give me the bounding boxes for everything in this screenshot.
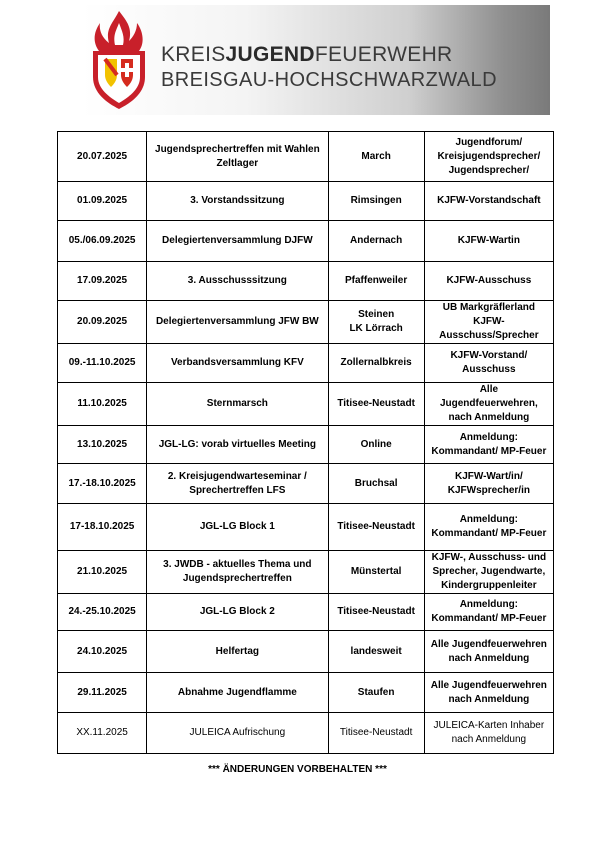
target-cell-line: Jugendforum/	[455, 136, 523, 148]
target-cell-line: KJFW-Ausschuss	[446, 275, 532, 286]
target-cell-line: nach Anmeldung	[448, 412, 530, 423]
table-row	[58, 504, 554, 551]
brand-line-2: BREISGAU-HOCHSCHWARZWALD	[161, 69, 497, 91]
event-cell	[147, 464, 328, 504]
date-cell: 17.-18.10.2025	[58, 464, 147, 504]
date-cell: 09.-11.10.2025	[58, 344, 147, 383]
event-cell-line: Verbandsversammlung KFV	[170, 357, 304, 368]
target-cell	[424, 301, 553, 344]
table-row	[58, 713, 554, 754]
target-cell-line: Kommandant/ MP-Feuer	[431, 613, 547, 624]
date-cell: 20.09.2025	[58, 301, 147, 344]
target-cell-line: JULEICA-Karten Inhaber	[433, 720, 545, 731]
target-cell-line: Jugendfeuerwehren,	[439, 398, 538, 409]
date-cell: 17-18.10.2025	[58, 504, 147, 551]
place-cell-line: Zollernalbkreis	[340, 357, 412, 368]
place-cell-line: Titisee-Neustadt	[337, 521, 415, 532]
date-cell: 05./06.09.2025	[58, 221, 147, 262]
target-cell	[424, 262, 553, 301]
event-cell	[147, 344, 328, 383]
table-row	[58, 464, 554, 504]
place-cell-line: Online	[360, 438, 392, 450]
target-cell-line: Alle Jugendfeuerwehren	[430, 679, 547, 691]
event-cell-line: 3. Vorstandssitzung	[190, 195, 285, 206]
date-cell: 20.07.2025	[58, 132, 147, 182]
event-cell-line: Helfertag	[215, 645, 260, 657]
event-cell-line: JULEICA Aufrischung	[189, 727, 286, 738]
target-cell	[424, 344, 553, 383]
event-cell-line: Sprechertreffen LFS	[189, 484, 286, 496]
event-cell-line: Abnahme Jugendflamme	[177, 686, 297, 698]
place-cell-line: Steinen	[358, 309, 395, 320]
events-table	[57, 131, 554, 754]
target-cell-line: Kommandant/ MP-Feuer	[431, 445, 547, 457]
event-cell-line: Sternmarsch	[206, 398, 268, 409]
place-cell-line: Münstertal	[350, 566, 402, 577]
place-cell	[328, 383, 424, 426]
place-cell	[328, 426, 424, 464]
place-cell	[328, 551, 424, 594]
place-cell	[328, 262, 424, 301]
table-row	[58, 182, 554, 221]
place-cell	[328, 182, 424, 221]
target-cell-line: nach Anmeldung	[451, 734, 527, 745]
event-cell	[147, 301, 328, 344]
target-cell	[424, 383, 553, 426]
place-cell	[328, 594, 424, 631]
event-cell-line: 3. Ausschusssitzung	[187, 275, 287, 286]
place-cell-line: Titisee-Neustadt	[337, 398, 415, 409]
target-cell-line: KJFW-Wart/in/	[454, 470, 523, 482]
place-cell-line: landesweit	[350, 645, 402, 657]
place-cell	[328, 132, 424, 182]
place-cell-line: Andernach	[350, 235, 403, 246]
target-cell-line: Jugendsprecher/	[448, 164, 530, 176]
target-cell-line: KJFW-Wartin	[457, 235, 520, 246]
event-cell-line: Delegiertenversammlung JFW BW	[155, 316, 319, 327]
place-cell-line: Rimsingen	[350, 195, 402, 206]
target-cell-line: Kreisjugendsprecher/	[437, 150, 541, 162]
place-cell	[328, 673, 424, 713]
target-cell-line: Kindergruppenleiter	[441, 580, 537, 591]
target-cell	[424, 713, 553, 754]
event-cell	[147, 221, 328, 262]
event-cell	[147, 673, 328, 713]
table-row	[58, 426, 554, 464]
event-cell	[147, 713, 328, 754]
target-cell	[424, 221, 553, 262]
target-cell-line: KJFW-, Ausschuss- und	[431, 552, 547, 563]
target-cell-line: KJFW-Vorstand/	[450, 350, 528, 361]
place-cell-line: March	[361, 150, 391, 162]
place-cell	[328, 221, 424, 262]
target-cell-line: Alle Jugendfeuerwehren	[430, 638, 547, 650]
event-cell-line: Zeltlager	[216, 157, 259, 169]
place-cell-line: Staufen	[357, 686, 395, 698]
target-cell-line: Anmeldung:	[459, 431, 519, 443]
table-row	[58, 344, 554, 383]
target-cell	[424, 594, 553, 631]
table-row	[58, 262, 554, 301]
table-row	[58, 221, 554, 262]
target-cell-line: Alle	[479, 384, 499, 395]
target-cell-line: UB Markgräflerland	[442, 302, 535, 313]
target-cell	[424, 551, 553, 594]
target-cell-line: Sprecher, Jugendwarte,	[432, 566, 546, 577]
event-cell-line: 2. Kreisjugendwarteseminar /	[167, 470, 307, 482]
place-cell	[328, 504, 424, 551]
target-cell	[424, 464, 553, 504]
date-cell: 17.09.2025	[58, 262, 147, 301]
target-cell	[424, 631, 553, 673]
target-cell-line: nach Anmeldung	[448, 693, 530, 705]
event-cell	[147, 182, 328, 221]
target-cell-line: nach Anmeldung	[448, 652, 530, 664]
header-banner	[81, 5, 550, 115]
place-cell	[328, 631, 424, 673]
target-cell	[424, 504, 553, 551]
event-cell-line: JGL-LG Block 1	[199, 521, 275, 532]
date-cell: 01.09.2025	[58, 182, 147, 221]
date-cell: XX.11.2025	[58, 713, 147, 754]
event-cell-line: JGL-LG: vorab virtuelles Meeting	[158, 438, 316, 450]
table-row	[58, 673, 554, 713]
table-row	[58, 383, 554, 426]
date-cell: 29.11.2025	[58, 673, 147, 713]
event-cell	[147, 594, 328, 631]
place-cell	[328, 464, 424, 504]
table-row	[58, 631, 554, 673]
target-cell-line: KJFW-Vorstandschaft	[437, 195, 541, 206]
place-cell-line: Titisee-Neustadt	[339, 727, 413, 738]
target-cell-line: Anmeldung:	[459, 514, 519, 525]
table-row	[58, 551, 554, 594]
event-cell	[147, 551, 328, 594]
date-cell: 11.10.2025	[58, 383, 147, 426]
target-cell	[424, 132, 553, 182]
target-cell	[424, 673, 553, 713]
event-cell-line: 3. JWDB - aktuelles Thema und	[163, 559, 312, 570]
fire-brigade-logo-icon	[87, 9, 151, 111]
place-cell-line: Bruchsal	[354, 477, 398, 489]
target-cell-line: KJFW-Ausschuss/Sprecher	[439, 316, 539, 341]
event-cell	[147, 383, 328, 426]
place-cell	[328, 301, 424, 344]
place-cell	[328, 713, 424, 754]
target-cell-line: Anmeldung:	[459, 599, 519, 610]
event-cell-line: Jugendsprechertreffen mit Wahlen	[155, 143, 320, 155]
place-cell	[328, 344, 424, 383]
target-cell	[424, 182, 553, 221]
event-cell-line: Jugendsprechertreffen	[182, 573, 292, 584]
place-cell-line: Pfaffenweiler	[345, 275, 408, 286]
event-cell	[147, 631, 328, 673]
date-cell: 24.10.2025	[58, 631, 147, 673]
table-row	[58, 132, 554, 182]
event-cell	[147, 262, 328, 301]
event-cell-line: JGL-LG Block 2	[199, 606, 275, 617]
date-cell: 21.10.2025	[58, 551, 147, 594]
table-row	[58, 594, 554, 631]
target-cell-line: KJFWsprecher/in	[447, 484, 530, 496]
target-cell-line: Ausschuss	[462, 364, 516, 375]
table-row	[58, 301, 554, 344]
date-cell: 24.-25.10.2025	[58, 594, 147, 631]
event-cell	[147, 132, 328, 182]
event-cell	[147, 426, 328, 464]
event-cell-line: Delegiertenversammlung DJFW	[162, 235, 313, 246]
target-cell-line: Kommandant/ MP-Feuer	[431, 528, 547, 539]
footer-note: *** ÄNDERUNGEN VORBEHALTEN ***	[208, 764, 387, 775]
target-cell	[424, 426, 553, 464]
place-cell-line: Titisee-Neustadt	[337, 606, 415, 617]
date-cell: 13.10.2025	[58, 426, 147, 464]
event-cell	[147, 504, 328, 551]
brand-line-1: KREISJUGENDFEUERWEHR	[161, 43, 453, 66]
place-cell-line: LK Lörrach	[349, 323, 403, 334]
